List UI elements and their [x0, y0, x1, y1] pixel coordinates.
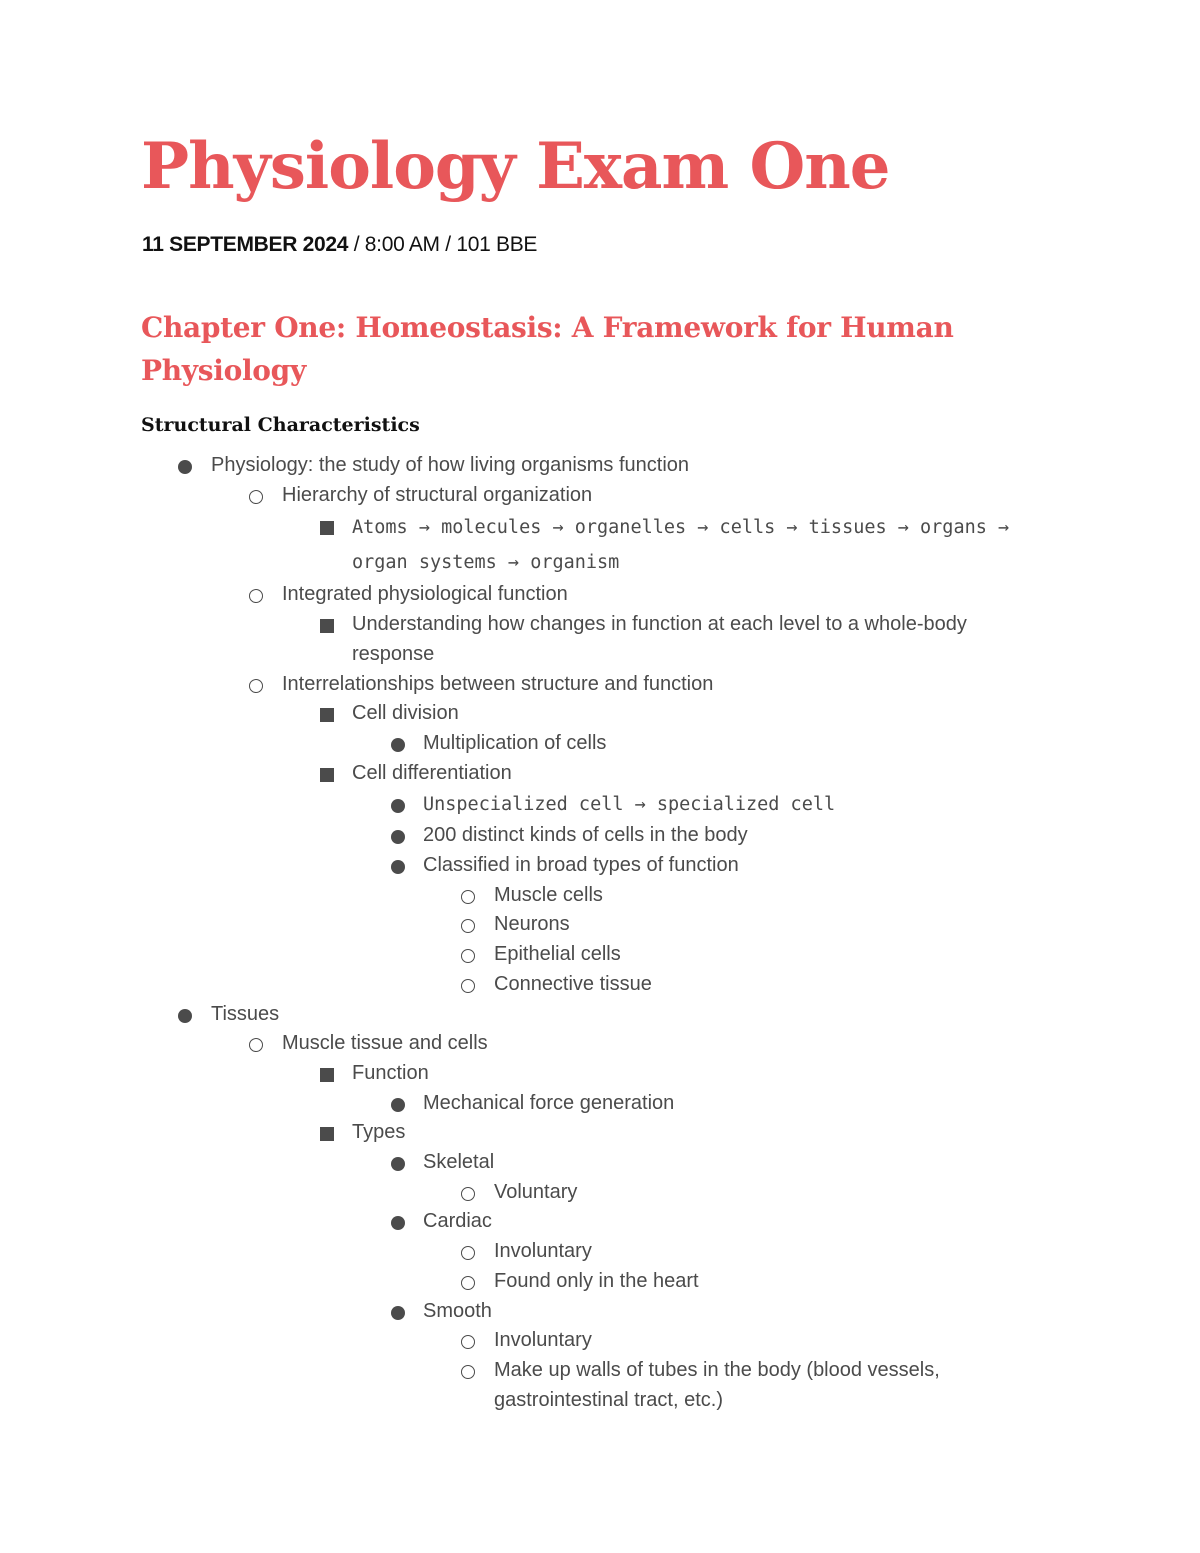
filled-bullet-icon — [391, 860, 405, 874]
list-item-text: Types — [352, 1121, 406, 1144]
list-item — [0, 1178, 1200, 1208]
filled-bullet-icon — [391, 1306, 405, 1320]
list-item — [0, 851, 1200, 881]
square-bullet-icon — [320, 1068, 334, 1082]
page-title: Physiology Exam One — [141, 129, 890, 204]
list-item — [0, 1207, 1200, 1237]
list-item-text: Cell differentiation — [352, 761, 512, 784]
hollow-bullet-icon — [249, 490, 263, 504]
hollow-bullet-icon — [461, 919, 475, 933]
list-item — [0, 510, 1200, 580]
list-item — [0, 821, 1200, 851]
list-item — [0, 1237, 1200, 1267]
hollow-bullet-icon — [249, 589, 263, 603]
list-item — [0, 940, 1200, 970]
list-item-text: Unspecialized cell → specialized cell — [423, 794, 836, 816]
list-item — [0, 610, 1200, 669]
square-bullet-icon — [320, 768, 334, 782]
list-item-text: Found only in the heart — [494, 1269, 699, 1292]
list-item-text: Classified in broad types of function — [423, 854, 739, 877]
list-item-text: Connective tissue — [494, 972, 652, 995]
list-item — [0, 481, 1200, 511]
list-item-text: Involuntary — [494, 1240, 592, 1263]
list-item-text: Make up walls of tubes in the body (blood vessels, gastrointestinal tract, etc.) — [494, 1358, 940, 1411]
hollow-bullet-icon — [461, 1365, 475, 1379]
list-item-text: Integrated physiological function — [282, 583, 568, 606]
list-item-text: Physiology: the study of how living organisms function — [211, 454, 690, 476]
list-item-text: Interrelationships between structure and function — [282, 672, 714, 695]
chapter-heading: Chapter One: Homeostasis: A Framework for Human Physiology — [141, 311, 954, 387]
filled-bullet-icon — [391, 1216, 405, 1230]
hollow-bullet-icon — [461, 1335, 475, 1349]
list-item-text: Cell division — [352, 702, 459, 725]
list-item — [0, 1267, 1200, 1297]
hollow-bullet-icon — [249, 679, 263, 693]
list-item-text: 200 distinct kinds of cells in the body — [423, 824, 748, 847]
list-item-text: Cardiac — [423, 1210, 492, 1233]
square-bullet-icon — [320, 708, 334, 722]
exam-date: 11 SEPTEMBER 2024 — [142, 233, 349, 256]
hollow-bullet-icon — [461, 949, 475, 963]
list-item-text: Involuntary — [494, 1329, 592, 1352]
list-item — [0, 1089, 1200, 1119]
section-heading: Structural Characteristics — [141, 414, 420, 436]
exam-dateline — [142, 230, 537, 260]
filled-bullet-icon — [391, 1157, 405, 1171]
list-item-text: Atoms → molecules → organelles → cells → tissues → organs → organ systems → organism — [352, 517, 1010, 574]
hollow-bullet-icon — [461, 1276, 475, 1290]
exam-time-location: / 8:00 AM / 101 BBE — [348, 233, 538, 256]
filled-bullet-icon — [391, 830, 405, 844]
hollow-bullet-icon — [461, 1187, 475, 1201]
list-item — [0, 910, 1200, 940]
notes-outline — [0, 451, 1200, 1415]
list-item — [0, 699, 1200, 729]
list-item — [0, 788, 1200, 821]
list-item — [0, 970, 1200, 1000]
list-item — [0, 580, 1200, 610]
list-item — [0, 729, 1200, 759]
filled-bullet-icon — [178, 460, 192, 474]
list-item-text: Neurons — [494, 913, 570, 936]
list-item-text: Understanding how changes in function at each level to a whole-body response — [352, 613, 967, 665]
list-item-text: Tissues — [211, 1002, 280, 1025]
list-item-text: Muscle tissue and cells — [282, 1032, 488, 1055]
filled-bullet-icon — [391, 1098, 405, 1112]
filled-bullet-icon — [178, 1009, 192, 1023]
list-item — [0, 759, 1200, 789]
list-item-text: Function — [352, 1061, 429, 1084]
list-item-text: Smooth — [423, 1299, 492, 1322]
filled-bullet-icon — [391, 738, 405, 752]
list-item-text: Hierarchy of structural organization — [282, 483, 593, 506]
list-item — [0, 1059, 1200, 1089]
list-item — [0, 1029, 1200, 1059]
list-item-text: Skeletal — [423, 1151, 495, 1174]
square-bullet-icon — [320, 619, 334, 633]
square-bullet-icon — [320, 521, 334, 535]
hollow-bullet-icon — [461, 890, 475, 904]
list-item — [0, 1297, 1200, 1327]
list-item — [0, 1118, 1200, 1148]
list-item — [0, 881, 1200, 911]
list-item-text: Multiplication of cells — [423, 731, 607, 754]
hollow-bullet-icon — [461, 979, 475, 993]
list-item — [0, 451, 1200, 481]
list-item-text: Muscle cells — [494, 883, 603, 906]
list-item-text: Mechanical force generation — [423, 1091, 675, 1114]
hollow-bullet-icon — [249, 1038, 263, 1052]
list-item-text: Voluntary — [494, 1180, 578, 1203]
list-item — [0, 670, 1200, 700]
list-item — [0, 1356, 1200, 1415]
square-bullet-icon — [320, 1127, 334, 1141]
list-item — [0, 1000, 1200, 1030]
list-item — [0, 1326, 1200, 1356]
list-item-text: Epithelial cells — [494, 943, 621, 966]
hollow-bullet-icon — [461, 1246, 475, 1260]
list-item — [0, 1148, 1200, 1178]
filled-bullet-icon — [391, 799, 405, 813]
